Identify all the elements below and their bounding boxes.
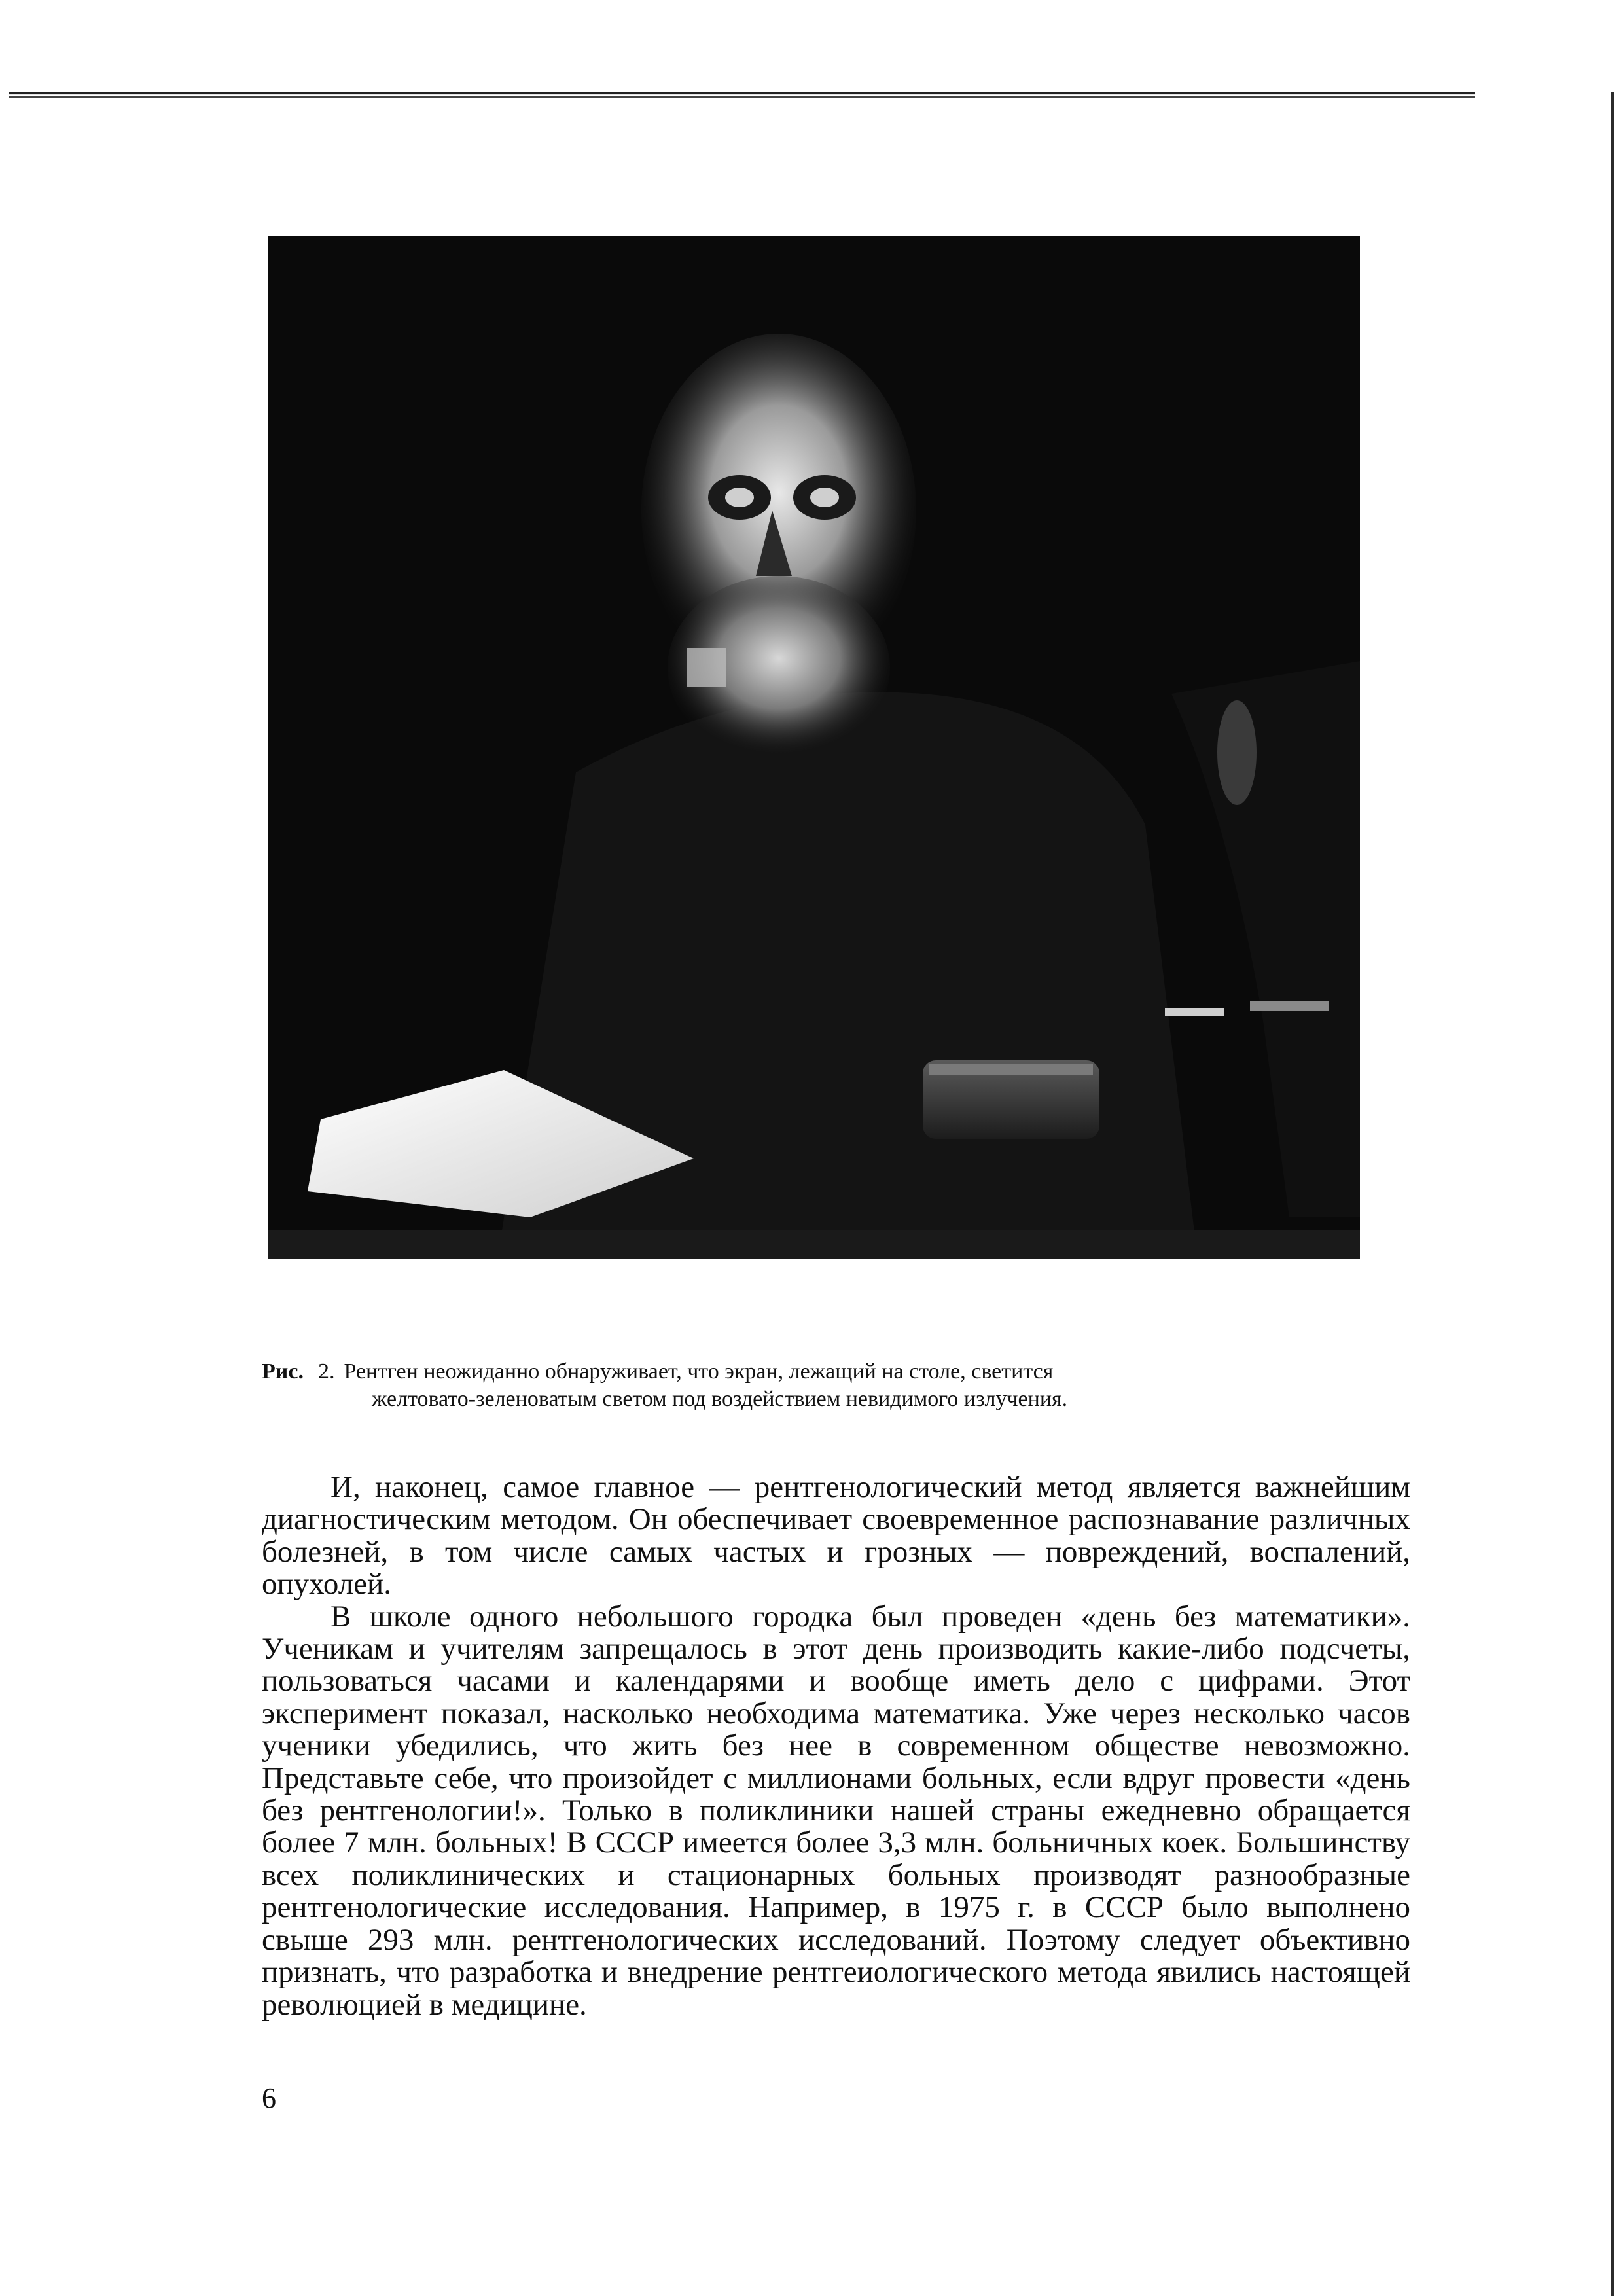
body-text <box>262 1471 1410 2021</box>
figure-label: Рис. <box>262 1359 304 1384</box>
figure-caption <box>262 1358 1414 1413</box>
figure-photo <box>268 236 1360 1259</box>
figure-number: 2. <box>317 1359 335 1384</box>
page-number: 6 <box>262 2082 276 2114</box>
top-rule <box>9 92 1475 98</box>
page-edge-rule <box>1611 92 1614 2296</box>
paragraph-2: В школе одного небольшого городка был проведен «день без математики». Ученикам и учителям запрещалось в этот день производить какие-либо подсчеты, пользоваться часами и календарями и вообще иметь дело с цифрами. Этот эксперимент показал, насколько необходима математика. Уже через несколько часов ученики убедились, что жить без нее в современном обществе невозможно. Представьте себе, что произойдет с миллионами больных, если вдруг провести «день без рентгенологии!». Только в поликлиники нашей страны ежедневно обращается более 7 млн. больных! В СССР имеется более 3,3 млн. больничных коек. Большинству всех поликлинических и стационарных больных производят разнообразные рентгенологические исследования. Например, в 1975 г. в СССР было выполнено свыше 293 млн. рентгенологических исследований. Поэтому следует объективно признать, что разработка и внедрение рентгеиологического метода явились настоящей революцией в медицине. <box>262 1599 1410 2022</box>
paragraph-1: И, наконец, самое главное — рентгенологический метод является важнейшим диагностическим методом. Он обеспечивает своевременное распознавание различных болезней, в том числе самых частых и грозных — повреждений, воспалений, опухолей. <box>262 1470 1410 1602</box>
photo-illustration <box>268 236 1360 1259</box>
caption-line-2: желтовато-зеленоватым светом под воздействием невидимого излучения. <box>372 1387 1068 1411</box>
caption-line-1: Рентген неожиданно обнаруживает, что экран, лежащий на столе, светится <box>344 1359 1054 1384</box>
